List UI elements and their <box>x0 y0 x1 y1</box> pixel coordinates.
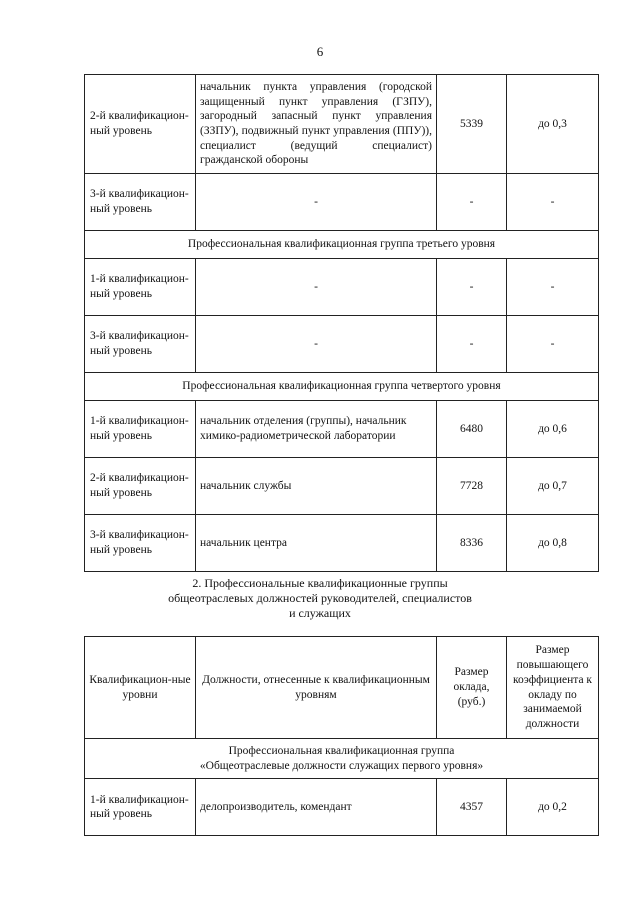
level-cell: 3-й квалификацион-ный уровень <box>85 174 196 231</box>
header-coefficient: Размер повышающего коэффициента к окладу по занимаемой должности <box>507 637 599 739</box>
coefficient-cell: до 0,6 <box>507 401 599 458</box>
coefficient-cell: - <box>507 259 599 316</box>
table-row <box>85 779 599 836</box>
position-cell: - <box>196 316 437 373</box>
level-cell: 1-й квалификацион-ный уровень <box>85 259 196 316</box>
position-cell: - <box>196 174 437 231</box>
section-title-line: общеотраслевых должностей руководителей, специалистов <box>168 591 472 605</box>
section-title-line: 2. Профессиональные квалификационные группы <box>192 576 448 590</box>
salary-cell: - <box>437 174 507 231</box>
coefficient-cell: - <box>507 316 599 373</box>
coefficient-cell: до 0,2 <box>507 779 599 836</box>
qualification-table-1 <box>84 74 599 572</box>
salary-cell: 5339 <box>437 75 507 174</box>
salary-cell: 8336 <box>437 515 507 572</box>
salary-cell: 7728 <box>437 458 507 515</box>
table-row <box>85 259 599 316</box>
coefficient-cell: до 0,8 <box>507 515 599 572</box>
salary-cell: - <box>437 316 507 373</box>
page-number: 6 <box>316 44 324 59</box>
level-cell: 1-й квалификацион-ный уровень <box>85 779 196 836</box>
coefficient-cell: до 0,7 <box>507 458 599 515</box>
salary-cell: 4357 <box>437 779 507 836</box>
group-title <box>85 739 599 779</box>
section-2-title <box>0 576 640 621</box>
group-title: Профессиональная квалификационная группа третьего уровня <box>85 231 599 259</box>
group-title-line: Профессиональная квалификационная группа <box>228 745 455 757</box>
position-cell: начальник центра <box>196 515 437 572</box>
position-cell: начальник службы <box>196 458 437 515</box>
header-salary: Размер оклада, (руб.) <box>437 637 507 739</box>
table-row <box>85 75 599 174</box>
position-cell: - <box>196 259 437 316</box>
position-cell: делопроизводитель, комендант <box>196 779 437 836</box>
group-header-row <box>85 739 599 779</box>
level-cell: 1-й квалификацион-ный уровень <box>85 401 196 458</box>
group-title-line: «Общеотраслевые должности служащих первого уровня» <box>199 759 484 772</box>
coefficient-cell: до 0,3 <box>507 75 599 174</box>
level-cell: 2-й квалификацион-ный уровень <box>85 458 196 515</box>
table-row <box>85 316 599 373</box>
table-row <box>85 515 599 572</box>
table-header-row <box>85 637 599 739</box>
section-title-line: и служащих <box>289 606 351 620</box>
salary-cell: - <box>437 259 507 316</box>
qualification-table-2 <box>84 636 599 836</box>
position-cell: начальник отделения (группы), начальник химико-радиометрической лаборатории <box>196 401 437 458</box>
position-cell: начальник пункта управления (городской защищенный пункт управления (ГЗПУ), загородный запасный пункт управления (ЗЗПУ), подвижный пункт управления (ППУ)), специалист (ведущий специалист) гражданской обороны <box>196 75 437 174</box>
table-row <box>85 174 599 231</box>
table-row <box>85 458 599 515</box>
group-header-row <box>85 373 599 401</box>
table-row <box>85 401 599 458</box>
salary-cell: 6480 <box>437 401 507 458</box>
level-cell: 3-й квалификацион-ный уровень <box>85 515 196 572</box>
level-cell: 3-й квалификацион-ный уровень <box>85 316 196 373</box>
header-position: Должности, отнесенные к квалификационным уровням <box>196 637 437 739</box>
level-cell: 2-й квалификацион-ный уровень <box>85 75 196 174</box>
coefficient-cell: - <box>507 174 599 231</box>
group-title: Профессиональная квалификационная группа четвертого уровня <box>85 373 599 401</box>
group-header-row <box>85 231 599 259</box>
header-level: Квалификацион-ные уровни <box>85 637 196 739</box>
